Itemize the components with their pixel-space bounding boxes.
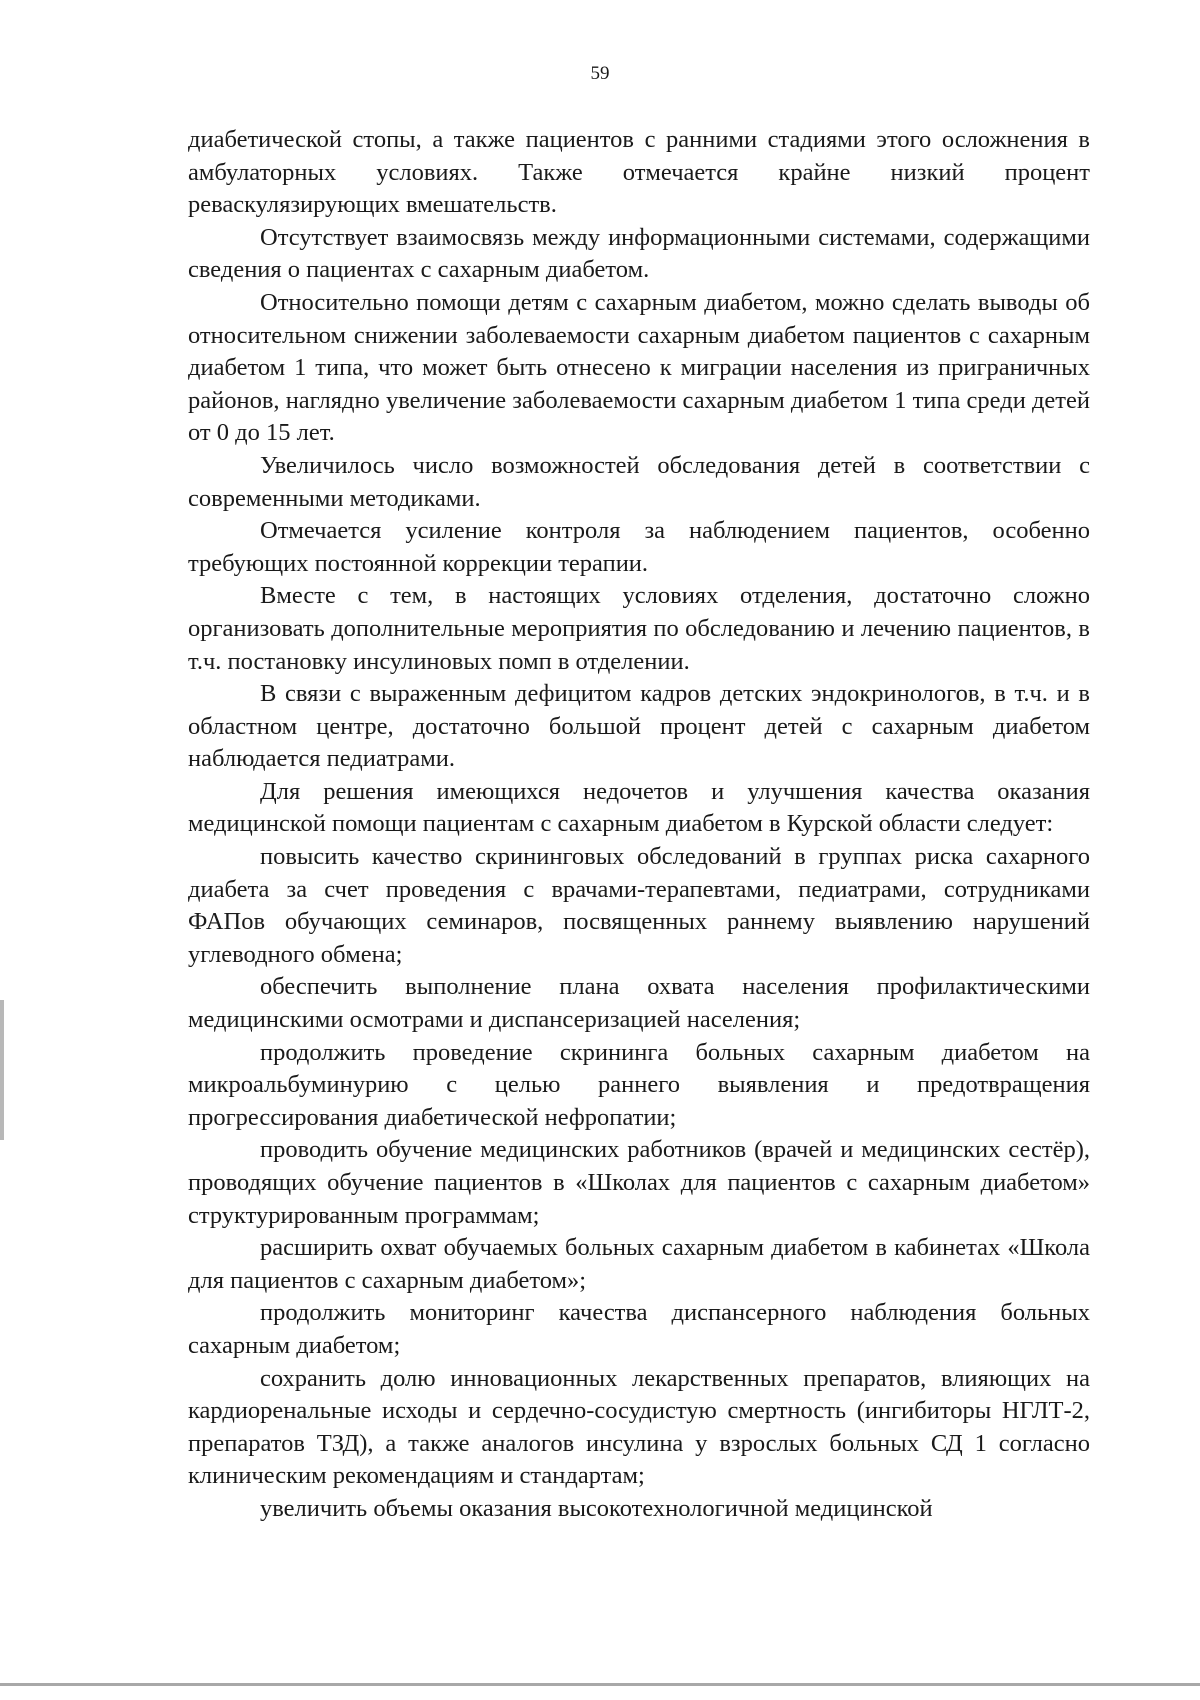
scan-bottom-line <box>0 1683 1200 1686</box>
list-item: продолжить проведение скрининга больных сахарным диабетом на микроальбуминурию с целью раннего выявления и предотвращения прогрессирования диабетической нефропатии; <box>188 1038 1090 1131</box>
list-item: повысить качество скрининговых обследований в группах риска сахарного диабета за счет проведения с врачами-терапевтами, педиатрами, сотрудниками ФАПов обучающих семинаров, посвященных раннему выявлению нарушений углеводного обмена; <box>188 843 1090 968</box>
list-item: обеспечить выполнение плана охвата населения профилактическими медицинскими осмотрами и диспансеризацией населения; <box>188 973 1090 1034</box>
paragraph: Отсутствует взаимосвязь между информационными системами, содержащими сведения о пациентах с сахарным диабетом. <box>188 223 1090 284</box>
list-item: сохранить долю инновационных лекарственных препаратов, влияющих на кардиоренальные исходы и сердечно-сосудистую смертность (ингибиторы НГЛТ-2, препаратов ТЗД), а также аналогов инсулина у взрослых больных СД 1 согласно клиническим рекомендациям и стандартам; <box>188 1364 1090 1490</box>
list-item: расширить охват обучаемых больных сахарным диабетом в кабинетах «Школа для пациентов с сахарным диабетом»; <box>188 1234 1090 1294</box>
paragraph: Для решения имеющихся недочетов и улучшения качества оказания медицинской помощи пациентам с сахарным диабетом в Курской области следует: <box>188 777 1090 838</box>
scan-edge-mark <box>0 1000 4 1140</box>
list-item: проводить обучение медицинских работников (врачей и медицинских сестёр), проводящих обучение пациентов в «Школах для пациентов с сахарным диабетом» структурированным программам; <box>188 1136 1090 1229</box>
paragraph: Вместе с тем, в настоящих условиях отделения, достаточно сложно организовать дополнительные мероприятия по обследованию и лечению пациентов, в т.ч. постановку инсулиновых помп в отделении. <box>188 582 1090 675</box>
paragraph: диабетической стопы, а также пациентов с ранними стадиями этого осложнения в амбулаторных условиях. Также отмечается крайне низкий процент реваскулязирующих вмешательств. <box>188 126 1090 219</box>
page-number: 59 <box>590 63 610 84</box>
document-body <box>188 124 1090 1526</box>
paragraph: Увеличилось число возможностей обследования детей в соответствии с современными методиками. <box>188 451 1090 512</box>
paragraph: Отмечается усиление контроля за наблюдением пациентов, особенно требующих постоянной коррекции терапии. <box>188 517 1090 577</box>
paragraph: В связи с выраженным дефицитом кадров детских эндокринологов, в т.ч. и в областном центре, достаточно большой процент детей с сахарным диабетом наблюдается педиатрами. <box>188 680 1090 773</box>
list-item: увеличить объемы оказания высокотехнологичной медицинской <box>260 1494 933 1522</box>
paragraph: Относительно помощи детям с сахарным диабетом, можно сделать выводы об относительном снижении заболеваемости сахарным диабетом пациентов с сахарным диабетом 1 типа, что может быть отнесено к миграции населения из приграничных районов, наглядно увеличение заболеваемости сахарным диабетом 1 типа среди детей от 0 до 15 лет. <box>188 288 1090 447</box>
list-item: продолжить мониторинг качества диспансерного наблюдения больных сахарным диабетом; <box>188 1299 1090 1359</box>
